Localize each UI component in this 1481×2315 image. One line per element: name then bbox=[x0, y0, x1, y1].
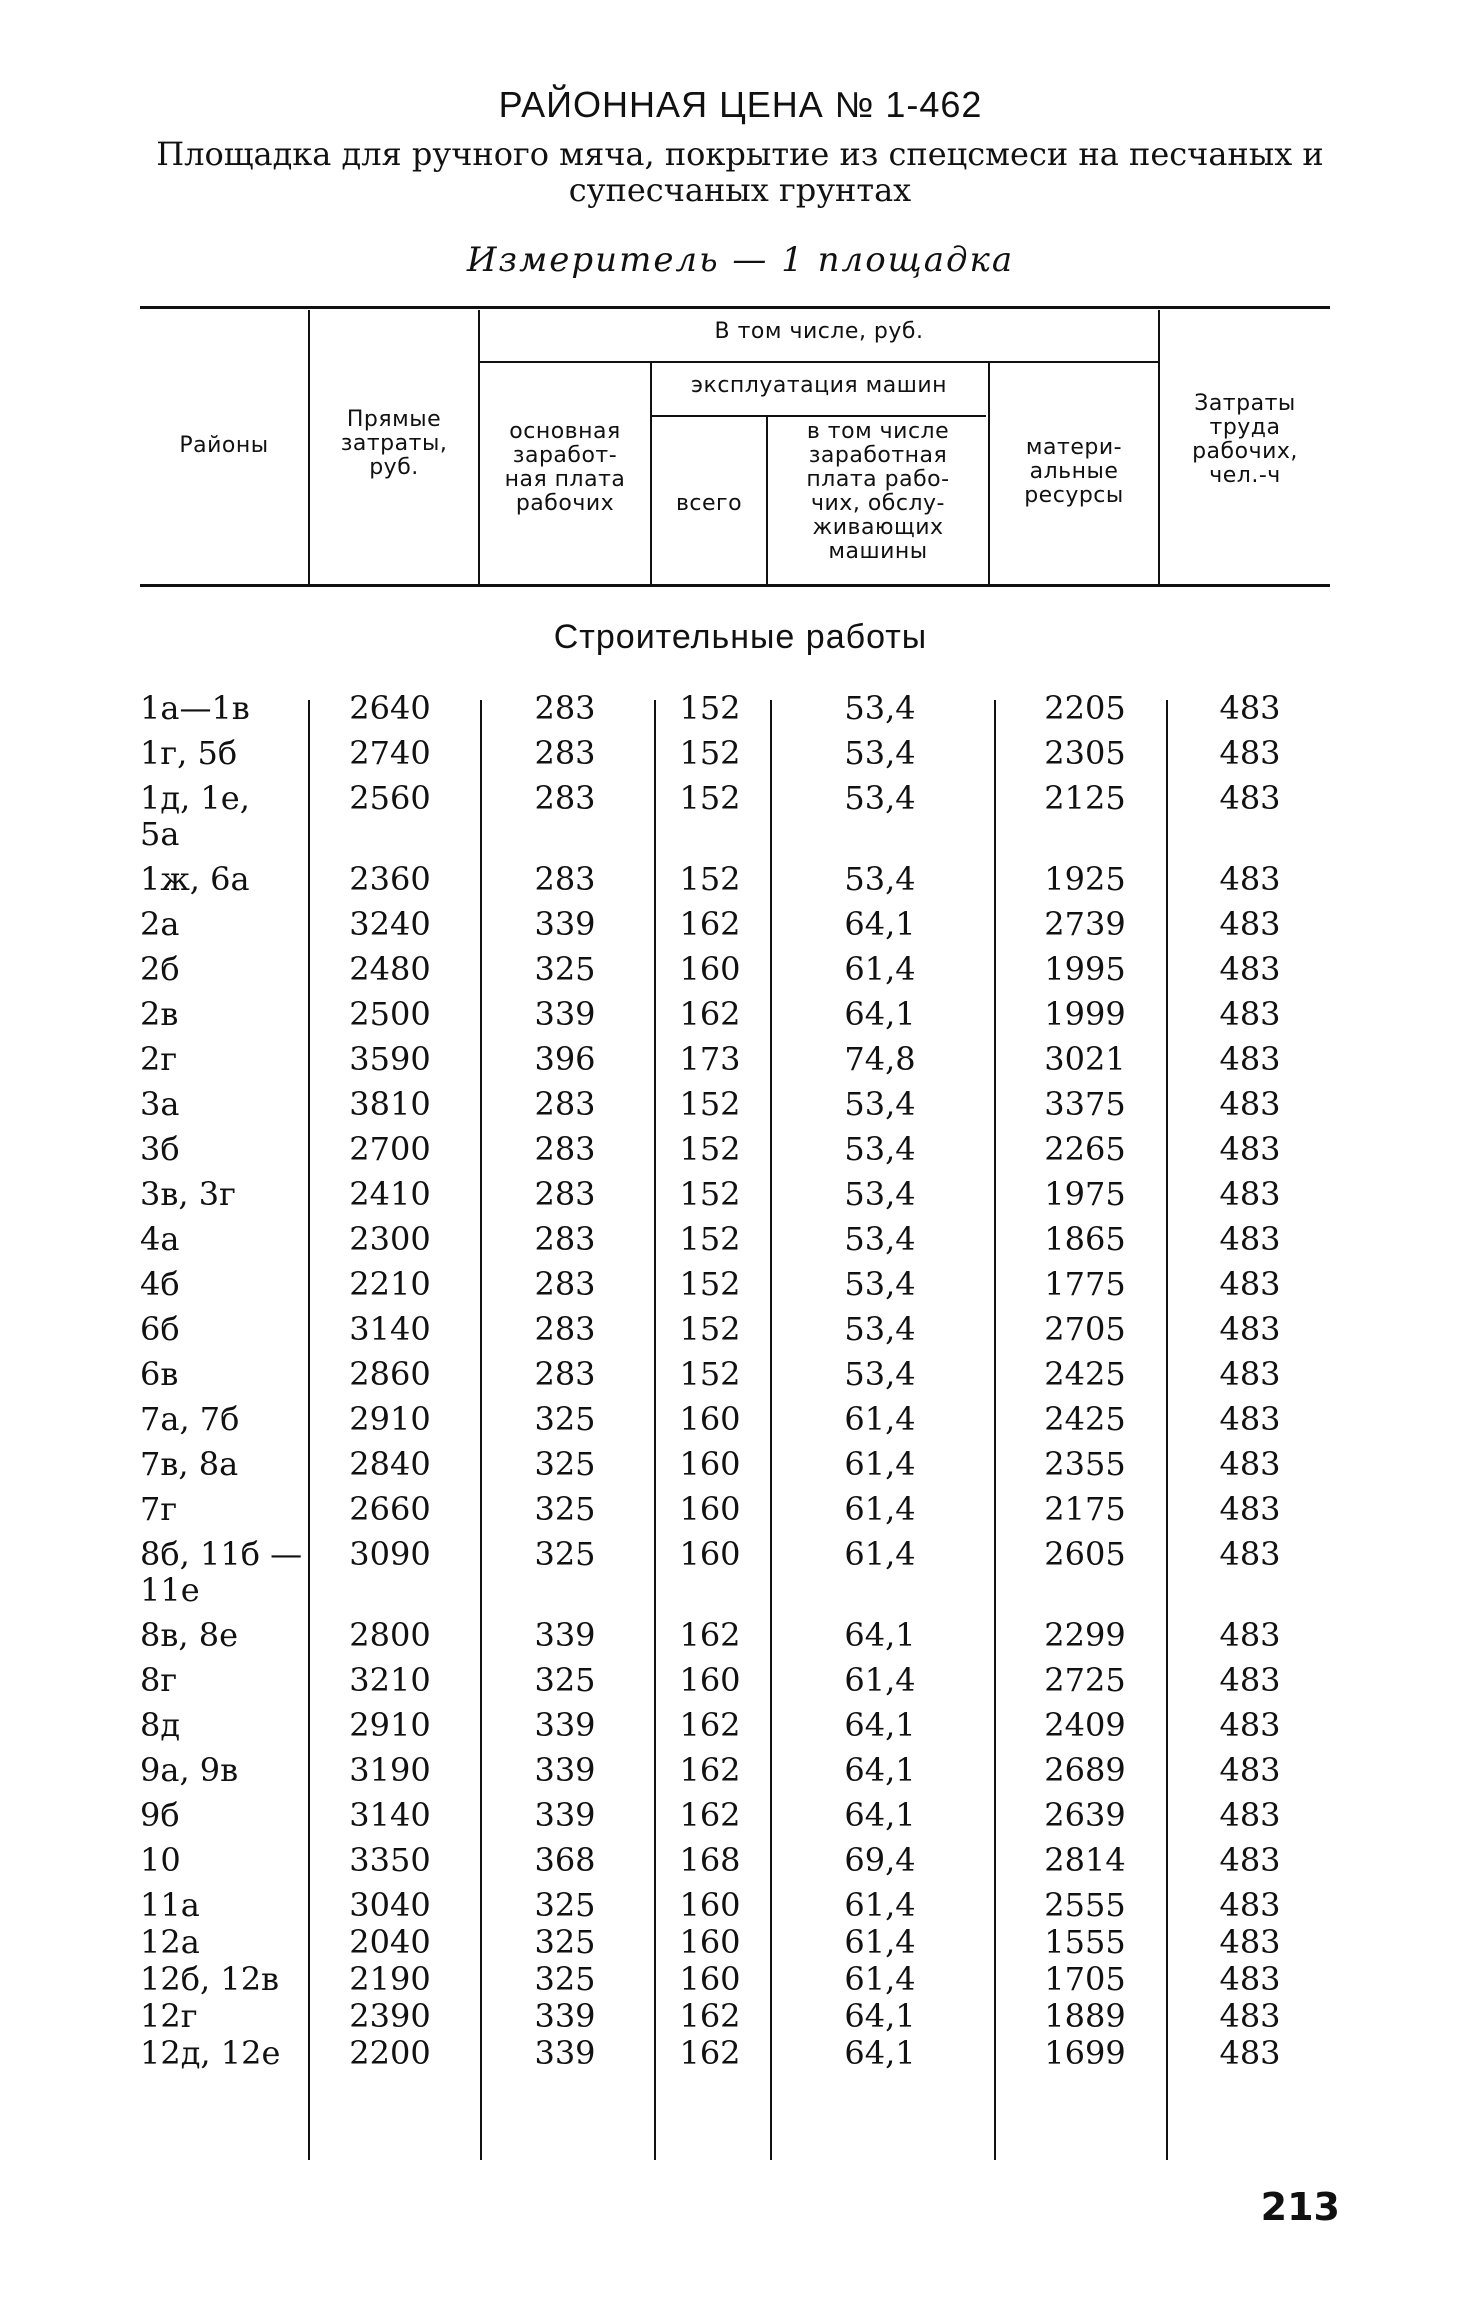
machine-wage-cell: 64,1 bbox=[844, 1796, 916, 1834]
materials-cell: 2305 bbox=[1044, 734, 1126, 772]
machine-total-cell: 152 bbox=[679, 779, 741, 817]
header-base-wage: основная заработ- ная плата рабочих bbox=[504, 419, 626, 516]
materials-cell: 2175 bbox=[1044, 1490, 1126, 1528]
direct-costs-cell: 2740 bbox=[349, 734, 431, 772]
machines-rule bbox=[652, 415, 986, 417]
machine-wage-cell: 61,4 bbox=[844, 1535, 916, 1573]
machine-total-cell: 162 bbox=[679, 1751, 741, 1789]
labor-cell: 483 bbox=[1219, 995, 1281, 1033]
machine-total-cell: 162 bbox=[679, 905, 741, 943]
region-cell: 12а bbox=[140, 1923, 200, 1961]
base-wage-cell: 325 bbox=[534, 950, 596, 988]
direct-costs-cell: 2040 bbox=[349, 1923, 431, 1961]
labor-cell: 483 bbox=[1219, 689, 1281, 727]
including-rule bbox=[478, 361, 1158, 363]
direct-costs-cell: 2500 bbox=[349, 995, 431, 1033]
labor-cell: 483 bbox=[1219, 1751, 1281, 1789]
region-cell: 12д, 12е bbox=[140, 2034, 281, 2072]
region-cell: 6в bbox=[140, 1355, 179, 1393]
header-materials: матери- альные ресурсы bbox=[1024, 435, 1124, 508]
region-cell: 8б, 11б — 11е bbox=[140, 1535, 303, 1609]
labor-cell: 483 bbox=[1219, 1535, 1281, 1573]
base-wage-cell: 283 bbox=[534, 1175, 596, 1213]
region-cell: 11а bbox=[140, 1886, 200, 1924]
materials-cell: 2689 bbox=[1044, 1751, 1126, 1789]
machine-wage-cell: 61,4 bbox=[844, 1400, 916, 1438]
base-wage-cell: 283 bbox=[534, 734, 596, 772]
machine-total-cell: 152 bbox=[679, 734, 741, 772]
labor-cell: 483 bbox=[1219, 1040, 1281, 1078]
labor-cell: 483 bbox=[1219, 1616, 1281, 1654]
materials-cell: 1889 bbox=[1044, 1997, 1126, 2035]
base-wage-cell: 325 bbox=[534, 1535, 596, 1573]
materials-cell: 1555 bbox=[1044, 1923, 1126, 1961]
machine-total-cell: 152 bbox=[679, 860, 741, 898]
machine-wage-cell: 53,4 bbox=[844, 1175, 916, 1213]
header-bottom-rule bbox=[140, 584, 1330, 587]
base-wage-cell: 283 bbox=[534, 689, 596, 727]
machine-total-cell: 152 bbox=[679, 1355, 741, 1393]
base-wage-cell: 339 bbox=[534, 1997, 596, 2035]
machine-total-cell: 160 bbox=[679, 950, 741, 988]
direct-costs-cell: 3590 bbox=[349, 1040, 431, 1078]
machine-total-cell: 152 bbox=[679, 1265, 741, 1303]
region-cell: 1ж, 6а bbox=[140, 860, 250, 898]
machine-total-cell: 173 bbox=[679, 1040, 741, 1078]
labor-cell: 483 bbox=[1219, 1997, 1281, 2035]
machine-wage-cell: 61,4 bbox=[844, 950, 916, 988]
machine-wage-cell: 74,8 bbox=[844, 1040, 916, 1078]
materials-cell: 1999 bbox=[1044, 995, 1126, 1033]
direct-costs-cell: 2360 bbox=[349, 860, 431, 898]
machine-total-cell: 152 bbox=[679, 1130, 741, 1168]
section-title: Строительные работы bbox=[553, 618, 928, 656]
direct-costs-cell: 2560 bbox=[349, 779, 431, 817]
region-cell: 12б, 12в bbox=[140, 1960, 280, 1998]
machine-wage-cell: 61,4 bbox=[844, 1923, 916, 1961]
region-cell: 1г, 5б bbox=[140, 734, 238, 772]
region-cell: 6б bbox=[140, 1310, 180, 1348]
materials-cell: 2125 bbox=[1044, 779, 1126, 817]
machine-wage-cell: 53,4 bbox=[844, 1355, 916, 1393]
labor-cell: 483 bbox=[1219, 905, 1281, 943]
header-machine-operation: эксплуатация машин bbox=[690, 373, 948, 398]
machine-total-cell: 152 bbox=[679, 1085, 741, 1123]
region-cell: 3б bbox=[140, 1130, 180, 1168]
labor-cell: 483 bbox=[1219, 950, 1281, 988]
header-including: В том числе, руб. bbox=[714, 319, 924, 344]
machine-wage-cell: 53,4 bbox=[844, 779, 916, 817]
materials-cell: 1975 bbox=[1044, 1175, 1126, 1213]
machine-total-cell: 162 bbox=[679, 2034, 741, 2072]
materials-cell: 2409 bbox=[1044, 1706, 1126, 1744]
region-cell: 9а, 9в bbox=[140, 1751, 239, 1789]
measure-unit: Измеритель — 1 площадка bbox=[466, 240, 1015, 280]
direct-costs-cell: 2300 bbox=[349, 1220, 431, 1258]
region-cell: 8в, 8е bbox=[140, 1616, 239, 1654]
base-wage-cell: 283 bbox=[534, 1355, 596, 1393]
labor-cell: 483 bbox=[1219, 1886, 1281, 1924]
machine-wage-cell: 64,1 bbox=[844, 1997, 916, 2035]
direct-costs-cell: 2860 bbox=[349, 1355, 431, 1393]
region-cell: 7в, 8а bbox=[140, 1445, 239, 1483]
labor-cell: 483 bbox=[1219, 1355, 1281, 1393]
direct-costs-cell: 2640 bbox=[349, 689, 431, 727]
machine-total-cell: 160 bbox=[679, 1490, 741, 1528]
machine-wage-cell: 61,4 bbox=[844, 1960, 916, 1998]
materials-cell: 1865 bbox=[1044, 1220, 1126, 1258]
materials-cell: 1995 bbox=[1044, 950, 1126, 988]
direct-costs-cell: 2480 bbox=[349, 950, 431, 988]
base-wage-cell: 339 bbox=[534, 1706, 596, 1744]
base-wage-cell: 339 bbox=[534, 1751, 596, 1789]
labor-cell: 483 bbox=[1219, 1220, 1281, 1258]
direct-costs-cell: 3810 bbox=[349, 1085, 431, 1123]
direct-costs-cell: 2910 bbox=[349, 1400, 431, 1438]
machine-total-cell: 162 bbox=[679, 1706, 741, 1744]
materials-cell: 2605 bbox=[1044, 1535, 1126, 1573]
materials-cell: 2705 bbox=[1044, 1310, 1126, 1348]
direct-costs-cell: 2660 bbox=[349, 1490, 431, 1528]
materials-cell: 1775 bbox=[1044, 1265, 1126, 1303]
machine-total-cell: 162 bbox=[679, 1796, 741, 1834]
direct-costs-cell: 2800 bbox=[349, 1616, 431, 1654]
machine-total-cell: 152 bbox=[679, 1220, 741, 1258]
header-machine-total: всего bbox=[675, 491, 743, 516]
direct-costs-cell: 2700 bbox=[349, 1130, 431, 1168]
labor-cell: 483 bbox=[1219, 1130, 1281, 1168]
machine-wage-cell: 64,1 bbox=[844, 995, 916, 1033]
machine-wage-cell: 53,4 bbox=[844, 1220, 916, 1258]
base-wage-cell: 368 bbox=[534, 1841, 596, 1879]
direct-costs-cell: 2390 bbox=[349, 1997, 431, 2035]
region-cell: 7г bbox=[140, 1490, 178, 1528]
direct-costs-cell: 3190 bbox=[349, 1751, 431, 1789]
region-cell: 1д, 1е, 5а bbox=[140, 779, 250, 853]
direct-costs-cell: 2200 bbox=[349, 2034, 431, 2072]
header-direct-costs: Прямые затраты, руб. bbox=[340, 407, 448, 480]
labor-cell: 483 bbox=[1219, 1175, 1281, 1213]
base-wage-cell: 339 bbox=[534, 905, 596, 943]
materials-cell: 2725 bbox=[1044, 1661, 1126, 1699]
direct-costs-cell: 2410 bbox=[349, 1175, 431, 1213]
region-cell: 12г bbox=[140, 1997, 198, 2035]
machine-total-cell: 160 bbox=[679, 1886, 741, 1924]
labor-cell: 483 bbox=[1219, 1310, 1281, 1348]
materials-cell: 2425 bbox=[1044, 1355, 1126, 1393]
materials-cell: 3375 bbox=[1044, 1085, 1126, 1123]
machine-total-cell: 160 bbox=[679, 1535, 741, 1573]
machine-wage-cell: 61,4 bbox=[844, 1490, 916, 1528]
machine-wage-cell: 64,1 bbox=[844, 1616, 916, 1654]
labor-cell: 483 bbox=[1219, 1400, 1281, 1438]
header-machine-wage: в том числе заработная плата рабо- чих, обслу- живающих машины bbox=[806, 419, 950, 564]
direct-costs-cell: 3350 bbox=[349, 1841, 431, 1879]
materials-cell: 2355 bbox=[1044, 1445, 1126, 1483]
direct-costs-cell: 3210 bbox=[349, 1661, 431, 1699]
base-wage-cell: 283 bbox=[534, 1130, 596, 1168]
materials-cell: 2299 bbox=[1044, 1616, 1126, 1654]
machine-wage-cell: 61,4 bbox=[844, 1445, 916, 1483]
direct-costs-cell: 3140 bbox=[349, 1796, 431, 1834]
region-cell: 3в, 3г bbox=[140, 1175, 236, 1213]
page-number: 213 bbox=[1260, 2185, 1340, 2229]
page-title: РАЙОННАЯ ЦЕНА № 1-462 bbox=[498, 84, 983, 125]
machine-wage-cell: 64,1 bbox=[844, 905, 916, 943]
base-wage-cell: 325 bbox=[534, 1923, 596, 1961]
body-divider bbox=[994, 700, 996, 2160]
direct-costs-cell: 2910 bbox=[349, 1706, 431, 1744]
labor-cell: 483 bbox=[1219, 1661, 1281, 1699]
labor-cell: 483 bbox=[1219, 779, 1281, 817]
region-cell: 2а bbox=[140, 905, 180, 943]
direct-costs-cell: 3090 bbox=[349, 1535, 431, 1573]
machine-wage-cell: 69,4 bbox=[844, 1841, 916, 1879]
machine-total-cell: 152 bbox=[679, 1310, 741, 1348]
materials-cell: 1705 bbox=[1044, 1960, 1126, 1998]
machine-wage-cell: 53,4 bbox=[844, 689, 916, 727]
materials-cell: 2639 bbox=[1044, 1796, 1126, 1834]
labor-cell: 483 bbox=[1219, 2034, 1281, 2072]
region-cell: 4б bbox=[140, 1265, 180, 1303]
base-wage-cell: 283 bbox=[534, 1310, 596, 1348]
header-labor: Затраты труда рабочих, чел.-ч bbox=[1192, 391, 1298, 488]
region-cell: 4а bbox=[140, 1220, 180, 1258]
machine-wage-cell: 53,4 bbox=[844, 1085, 916, 1123]
direct-costs-cell: 3140 bbox=[349, 1310, 431, 1348]
base-wage-cell: 325 bbox=[534, 1960, 596, 1998]
labor-cell: 483 bbox=[1219, 1085, 1281, 1123]
direct-costs-cell: 2210 bbox=[349, 1265, 431, 1303]
machine-total-cell: 162 bbox=[679, 1997, 741, 2035]
machine-total-cell: 160 bbox=[679, 1445, 741, 1483]
base-wage-cell: 283 bbox=[534, 860, 596, 898]
region-cell: 3а bbox=[140, 1085, 180, 1123]
machine-total-cell: 160 bbox=[679, 1923, 741, 1961]
machine-wage-cell: 53,4 bbox=[844, 860, 916, 898]
machine-wage-cell: 53,4 bbox=[844, 734, 916, 772]
base-wage-cell: 396 bbox=[534, 1040, 596, 1078]
base-wage-cell: 283 bbox=[534, 1085, 596, 1123]
header-regions: Районы bbox=[179, 433, 269, 458]
labor-cell: 483 bbox=[1219, 860, 1281, 898]
base-wage-cell: 283 bbox=[534, 779, 596, 817]
machine-total-cell: 162 bbox=[679, 995, 741, 1033]
direct-costs-cell: 2190 bbox=[349, 1960, 431, 1998]
region-cell: 2б bbox=[140, 950, 180, 988]
region-cell: 2в bbox=[140, 995, 179, 1033]
machine-wage-cell: 64,1 bbox=[844, 1706, 916, 1744]
base-wage-cell: 325 bbox=[534, 1445, 596, 1483]
materials-cell: 3021 bbox=[1044, 1040, 1126, 1078]
machine-total-cell: 168 bbox=[679, 1841, 741, 1879]
machine-total-cell: 160 bbox=[679, 1661, 741, 1699]
base-wage-cell: 339 bbox=[534, 1616, 596, 1654]
labor-cell: 483 bbox=[1219, 1960, 1281, 1998]
materials-cell: 2814 bbox=[1044, 1841, 1126, 1879]
machine-total-cell: 160 bbox=[679, 1960, 741, 1998]
materials-cell: 2265 bbox=[1044, 1130, 1126, 1168]
base-wage-cell: 325 bbox=[534, 1886, 596, 1924]
materials-cell: 1699 bbox=[1044, 2034, 1126, 2072]
materials-cell: 2555 bbox=[1044, 1886, 1126, 1924]
region-cell: 2г bbox=[140, 1040, 178, 1078]
base-wage-cell: 283 bbox=[534, 1265, 596, 1303]
labor-cell: 483 bbox=[1219, 1923, 1281, 1961]
machine-wage-cell: 64,1 bbox=[844, 1751, 916, 1789]
machine-wage-cell: 53,4 bbox=[844, 1130, 916, 1168]
machine-wage-cell: 53,4 bbox=[844, 1265, 916, 1303]
materials-cell: 1925 bbox=[1044, 860, 1126, 898]
region-cell: 1а—1в bbox=[140, 689, 250, 727]
region-cell: 7а, 7б bbox=[140, 1400, 240, 1438]
region-cell: 8г bbox=[140, 1661, 178, 1699]
machine-total-cell: 152 bbox=[679, 689, 741, 727]
base-wage-cell: 325 bbox=[534, 1490, 596, 1528]
region-cell: 10 bbox=[140, 1841, 181, 1879]
base-wage-cell: 325 bbox=[534, 1661, 596, 1699]
region-cell: 9б bbox=[140, 1796, 180, 1834]
machine-wage-cell: 64,1 bbox=[844, 2034, 916, 2072]
base-wage-cell: 339 bbox=[534, 995, 596, 1033]
base-wage-cell: 325 bbox=[534, 1400, 596, 1438]
region-cell: 8д bbox=[140, 1706, 181, 1744]
labor-cell: 483 bbox=[1219, 1841, 1281, 1879]
labor-cell: 483 bbox=[1219, 1706, 1281, 1744]
machine-wage-cell: 61,4 bbox=[844, 1661, 916, 1699]
base-wage-cell: 339 bbox=[534, 1796, 596, 1834]
labor-cell: 483 bbox=[1219, 1796, 1281, 1834]
machine-wage-cell: 53,4 bbox=[844, 1310, 916, 1348]
labor-cell: 483 bbox=[1219, 1490, 1281, 1528]
labor-cell: 483 bbox=[1219, 734, 1281, 772]
table-top-rule bbox=[140, 306, 1330, 309]
labor-cell: 483 bbox=[1219, 1445, 1281, 1483]
base-wage-cell: 339 bbox=[534, 2034, 596, 2072]
page-subtitle: Площадка для ручного мяча, покрытие из спецсмеси на песчаных и супесчаных грунтах bbox=[156, 135, 1324, 209]
direct-costs-cell: 3240 bbox=[349, 905, 431, 943]
machine-wage-cell: 61,4 bbox=[844, 1886, 916, 1924]
materials-cell: 2205 bbox=[1044, 689, 1126, 727]
machine-total-cell: 152 bbox=[679, 1175, 741, 1213]
materials-cell: 2425 bbox=[1044, 1400, 1126, 1438]
machine-total-cell: 160 bbox=[679, 1400, 741, 1438]
base-wage-cell: 283 bbox=[534, 1220, 596, 1258]
materials-cell: 2739 bbox=[1044, 905, 1126, 943]
labor-cell: 483 bbox=[1219, 1265, 1281, 1303]
direct-costs-cell: 2840 bbox=[349, 1445, 431, 1483]
machine-total-cell: 162 bbox=[679, 1616, 741, 1654]
direct-costs-cell: 3040 bbox=[349, 1886, 431, 1924]
